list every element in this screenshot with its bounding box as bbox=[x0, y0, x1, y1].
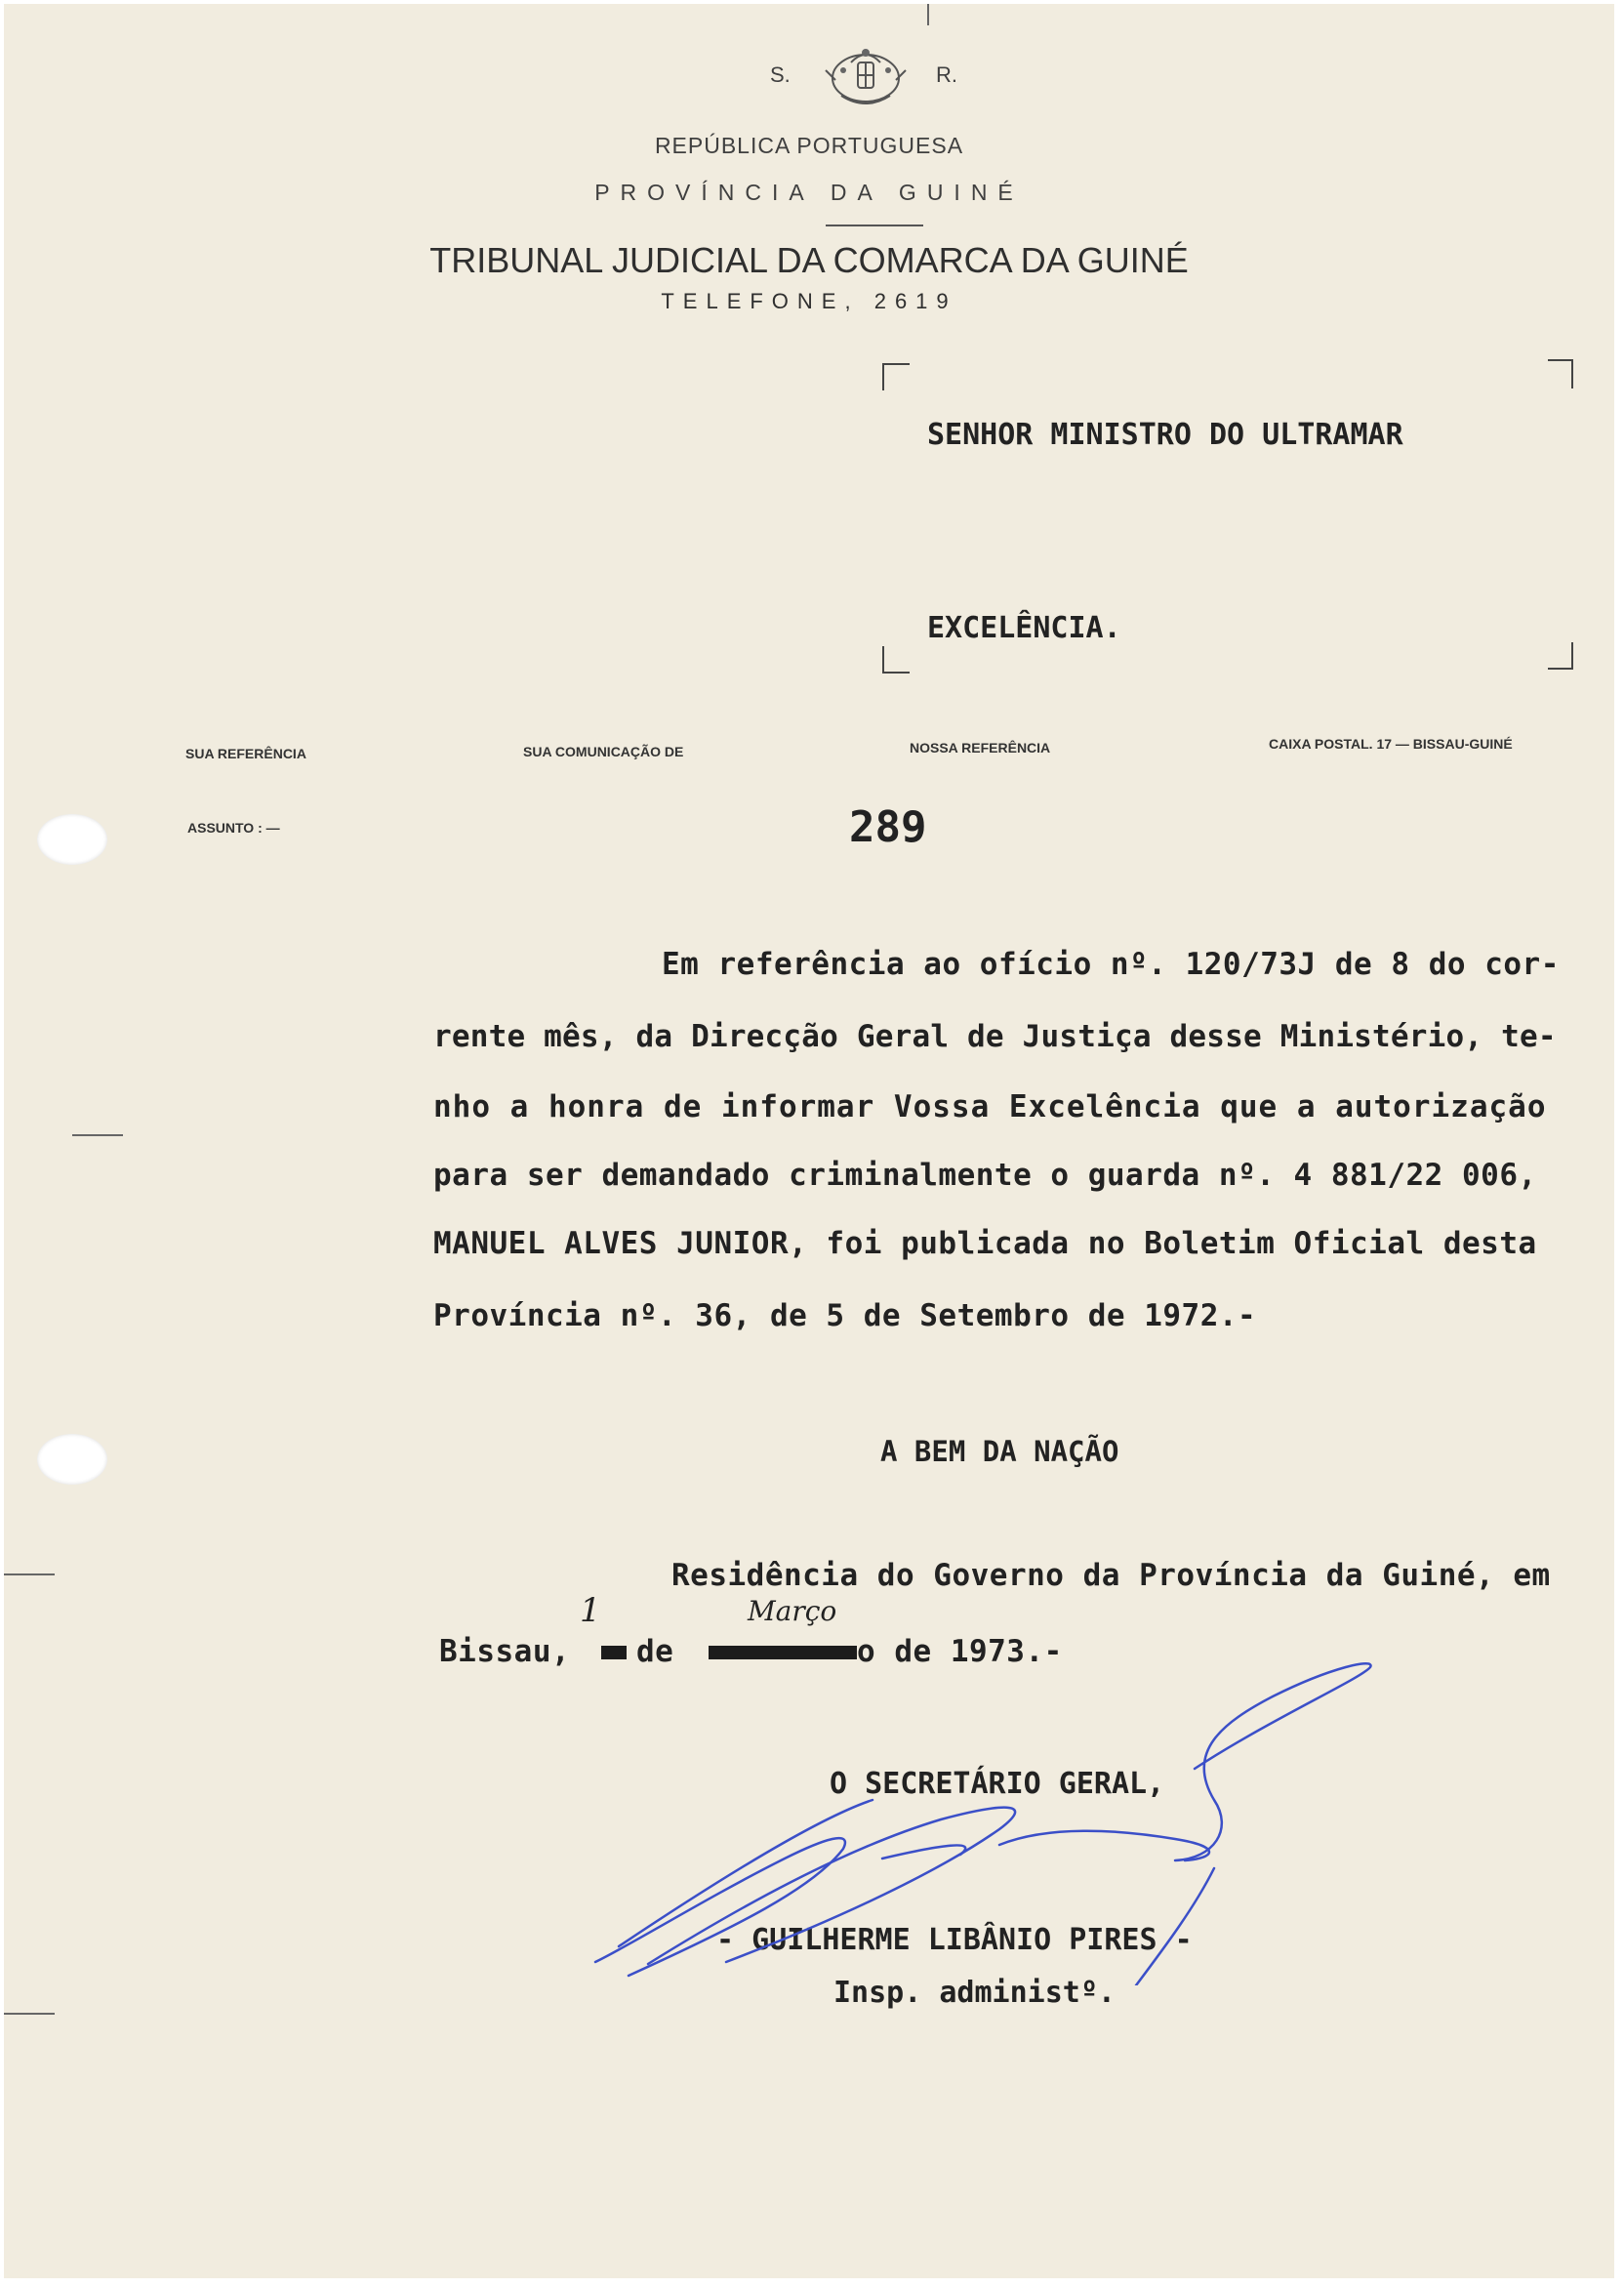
margin-mark bbox=[4, 2013, 55, 2015]
punch-hole-top bbox=[37, 814, 107, 865]
date-de: de bbox=[636, 1634, 674, 1669]
body-line: rente mês, da Direcção Geral de Justiça desse Ministério, te- bbox=[433, 1019, 1557, 1054]
margin-mark bbox=[4, 1573, 55, 1575]
address-corner-br bbox=[1548, 642, 1573, 670]
date-year: o de 1973.- bbox=[857, 1634, 1063, 1669]
sua-comunicacao-label: SUA COMUNICAÇÃO DE bbox=[523, 744, 684, 759]
address-corner-bl bbox=[882, 646, 910, 674]
assunto-label: ASSUNTO : — bbox=[187, 820, 280, 836]
province-heading: PROVÍNCIA DA GUINÉ bbox=[594, 180, 1024, 205]
fold-mark bbox=[927, 4, 929, 25]
salutation: EXCELÊNCIA. bbox=[927, 611, 1121, 645]
nossa-referencia-label: NOSSA REFERÊNCIA bbox=[910, 740, 1051, 756]
caixa-postal-label: CAIXA POSTAL. 17 — BISSAU-GUINÉ bbox=[1269, 736, 1513, 752]
handwritten-month: Março bbox=[748, 1595, 837, 1627]
letterhead-s: S. bbox=[770, 62, 791, 87]
republic-heading: REPÚBLICA PORTUGUESA bbox=[654, 133, 964, 158]
recipient-line: SENHOR MINISTRO DO ULTRAMAR bbox=[927, 418, 1403, 452]
sua-referencia-label: SUA REFERÊNCIA bbox=[185, 746, 306, 761]
date-bissau: Bissau, bbox=[439, 1634, 571, 1669]
place-line: Residência do Governo da Província da Guiné, em bbox=[671, 1558, 1551, 1593]
address-corner-tl bbox=[882, 363, 910, 390]
tribunal-heading: TRIBUNAL JUDICIAL DA COMARCA DA GUINÉ bbox=[429, 240, 1189, 280]
closing-formula: A BEM DA NAÇÃO bbox=[880, 1435, 1119, 1468]
signatory-role: Insp. administº. bbox=[833, 1976, 1116, 2010]
handwritten-signature bbox=[589, 1654, 1390, 1990]
letter-page bbox=[4, 4, 1614, 2278]
address-corner-tr bbox=[1548, 359, 1573, 388]
body-line: MANUEL ALVES JUNIOR, foi publicada no Boletim Oficial desta bbox=[433, 1226, 1537, 1261]
body-line: para ser demandado criminalmente o guarda nº. 4 881/22 006, bbox=[433, 1158, 1537, 1193]
signatory-title: O SECRETÁRIO GERAL, bbox=[830, 1767, 1165, 1801]
letterhead-r: R. bbox=[936, 62, 957, 87]
document-number: 289 bbox=[849, 802, 927, 852]
telephone-line: TELEFONE, 2619 bbox=[661, 289, 957, 313]
body-line: Em referência ao ofício nº. 120/73J de 8 do cor- bbox=[662, 947, 1560, 982]
body-line: Província nº. 36, de 5 de Setembro de 1972.- bbox=[433, 1298, 1257, 1333]
punch-hole-bottom bbox=[37, 1434, 107, 1485]
coat-of-arms-emblem bbox=[822, 41, 910, 124]
divider bbox=[826, 225, 923, 226]
handwritten-day: 1 bbox=[580, 1591, 601, 1630]
body-line: nho a honra de informar Vossa Excelência que a autorização bbox=[433, 1089, 1547, 1124]
signatory-name: - GUILHERME LIBÂNIO PIRES - bbox=[716, 1923, 1193, 1957]
margin-mark bbox=[72, 1134, 123, 1136]
